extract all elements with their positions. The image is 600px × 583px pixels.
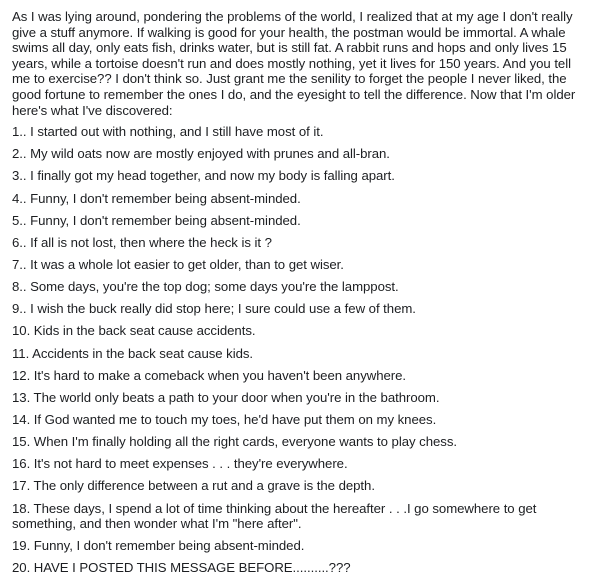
post-intro: As I was lying around, pondering the problems of the world, I realized that at my age I don't really give a stuff anymore. If walking is good for your health, the postman would be immortal. A whale swims all day, only eats fish, drinks water, but is still fat. A rabbit runs and hops and only lives 15 years, while a tortoise doesn't run and does mostly nothing, yet it lives for 150 years. And you tell me to exercise?? I don't think so. Just grant me the senility to forget the people I never liked, the good fortune to remember the ones I do, and the eyesight to tell the difference. Now that I'm older here's what I've discovered:: [12, 9, 576, 118]
list-item: 19. Funny, I don't remember being absent-minded.: [12, 538, 305, 554]
post-body: [12, 9, 590, 583]
list-item: 9.. I wish the buck really did stop here; I sure could use a few of them.: [12, 301, 416, 317]
list-item: 2.. My wild oats now are mostly enjoyed with prunes and all-bran.: [12, 146, 390, 162]
discoveries-list: [12, 124, 590, 576]
list-item: 15. When I'm finally holding all the right cards, everyone wants to play chess.: [12, 434, 457, 450]
list-item: 10. Kids in the back seat cause accidents.: [12, 323, 256, 339]
list-item: 16. It's not hard to meet expenses . . . they're everywhere.: [12, 456, 348, 472]
list-item: 4.. Funny, I don't remember being absent-minded.: [12, 190, 301, 206]
list-item: 8.. Some days, you're the top dog; some days you're the lamppost.: [12, 279, 399, 295]
list-item: 3.. I finally got my head together, and now my body is falling apart.: [12, 168, 395, 184]
list-item: 14. If God wanted me to touch my toes, he'd have put them on my knees.: [12, 411, 437, 427]
list-item: 20. HAVE I POSTED THIS MESSAGE BEFORE..........???: [12, 560, 351, 576]
list-item: 1.. I started out with nothing, and I still have most of it.: [12, 124, 324, 140]
list-item: 18. These days, I spend a lot of time thinking about the hereafter . . .I go somewhere to get something, and then wonder what I'm "here after".: [12, 500, 537, 532]
list-item: 12. It's hard to make a comeback when you haven't been anywhere.: [12, 367, 407, 383]
list-item: 7.. It was a whole lot easier to get older, than to get wiser.: [12, 257, 344, 272]
list-item: 5.. Funny, I don't remember being absent-minded.: [12, 212, 301, 228]
list-item: 6.. If all is not lost, then where the heck is it ?: [12, 234, 272, 250]
list-item: 11. Accidents in the back seat cause kids.: [12, 345, 254, 361]
list-item: 13. The world only beats a path to your door when you're in the bathroom.: [12, 389, 440, 405]
list-item: 17. The only difference between a rut and a grave is the depth.: [12, 478, 375, 494]
